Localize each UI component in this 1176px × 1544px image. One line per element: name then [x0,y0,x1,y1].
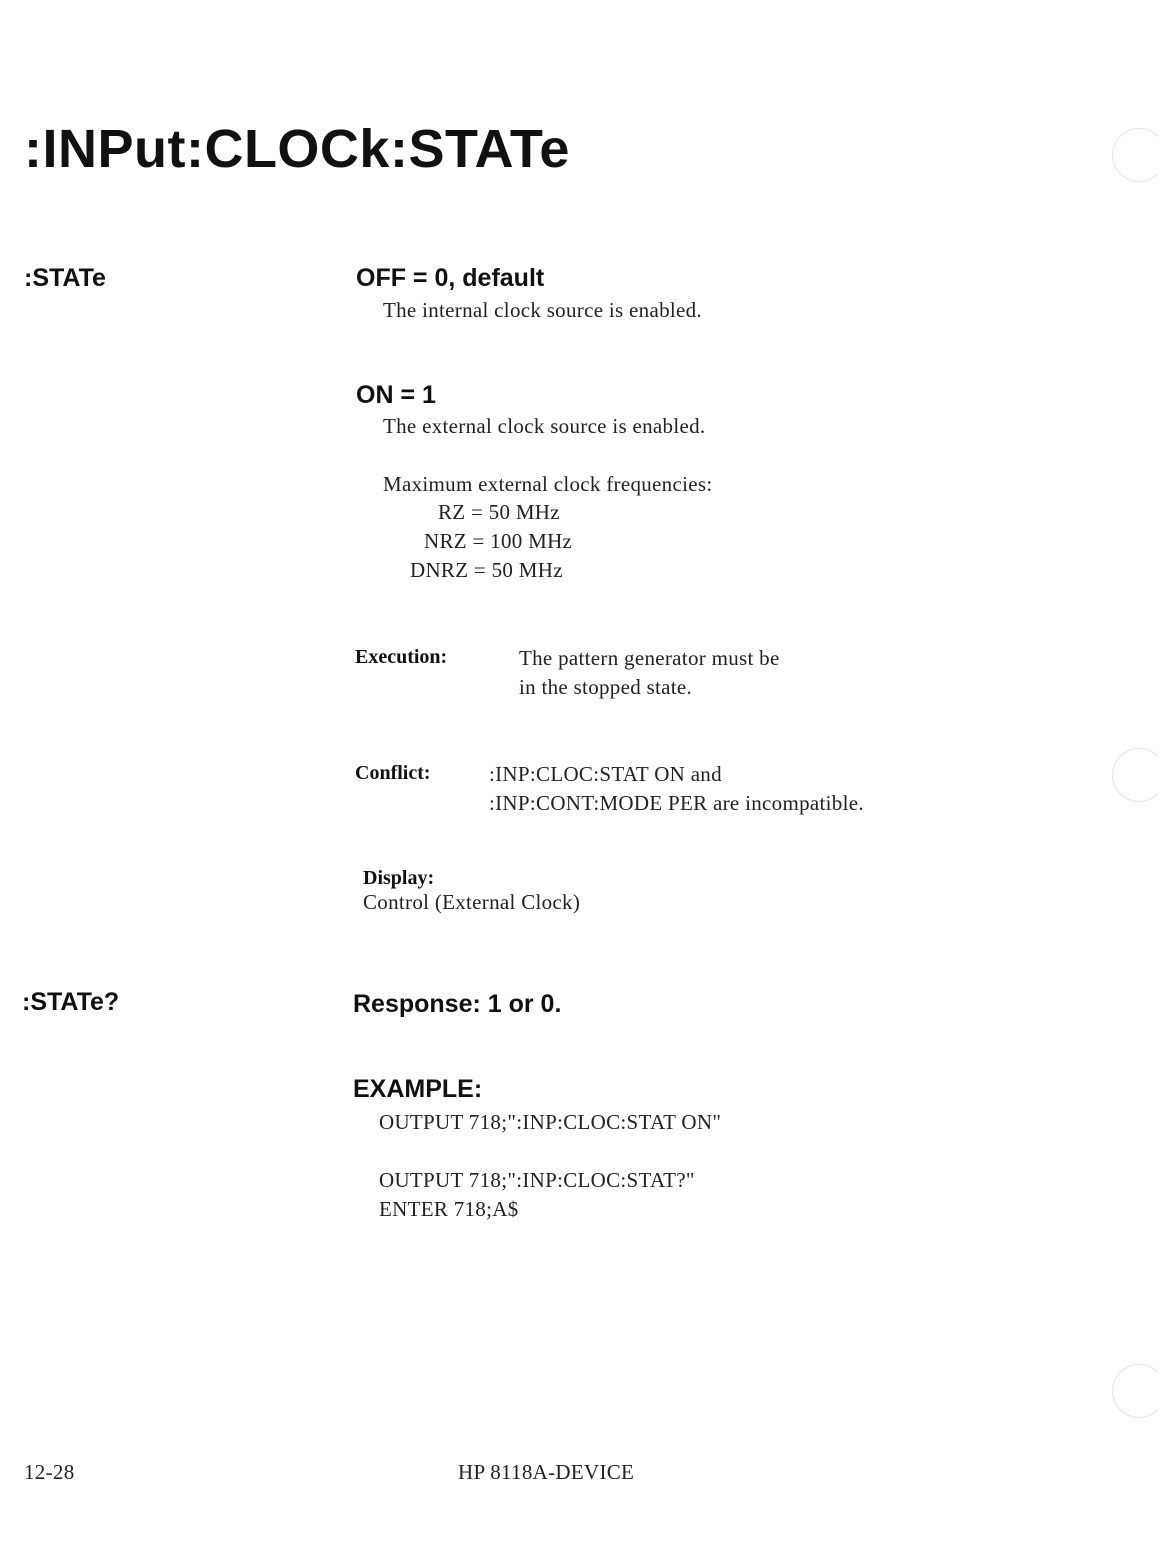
conflict-line-1: :INP:CLOC:STAT ON and [489,762,722,786]
max-freq-row-dnrz: DNRZ = 50 MHz [410,558,563,582]
execution-line-1: The pattern generator must be [519,646,780,670]
query-response: Response: 1 or 0. [353,990,562,1018]
execution-label: Execution: [355,646,448,668]
max-freq-intro: Maximum external clock frequencies: [383,472,713,496]
binder-hole-middle [1112,748,1166,802]
display-value: Control (External Clock) [363,890,581,914]
example-line-3: ENTER 718;A$ [379,1197,519,1221]
max-freq-row-rz: RZ = 50 MHz [438,500,560,524]
query-label: :STATe? [22,988,120,1016]
example-line-2: OUTPUT 718;":INP:CLOC:STAT?" [379,1168,695,1192]
conflict-label: Conflict: [355,762,431,784]
conflict-line-2: :INP:CONT:MODE PER are incompatible. [489,791,864,815]
param-on-description: The external clock source is enabled. [383,414,706,438]
example-line-1: OUTPUT 718;":INP:CLOC:STAT ON" [379,1110,722,1134]
param-off-heading: OFF = 0, default [356,264,545,292]
page-title: :INPut:CLOCk:STATe [24,119,570,179]
command-label: :STATe [24,264,106,292]
max-freq-row-nrz: NRZ = 100 MHz [424,529,573,553]
param-off-description: The internal clock source is enabled. [383,298,702,322]
example-heading: EXAMPLE: [353,1075,483,1103]
document-footer: HP 8118A-DEVICE [458,1460,635,1484]
page-number: 12-28 [24,1460,75,1484]
param-on-heading: ON = 1 [356,381,436,409]
binder-hole-top [1112,128,1166,182]
display-label: Display: [363,867,435,889]
display-line [355,849,580,915]
binder-hole-bottom [1112,1364,1166,1418]
execution-line-2: in the stopped state. [519,675,693,699]
